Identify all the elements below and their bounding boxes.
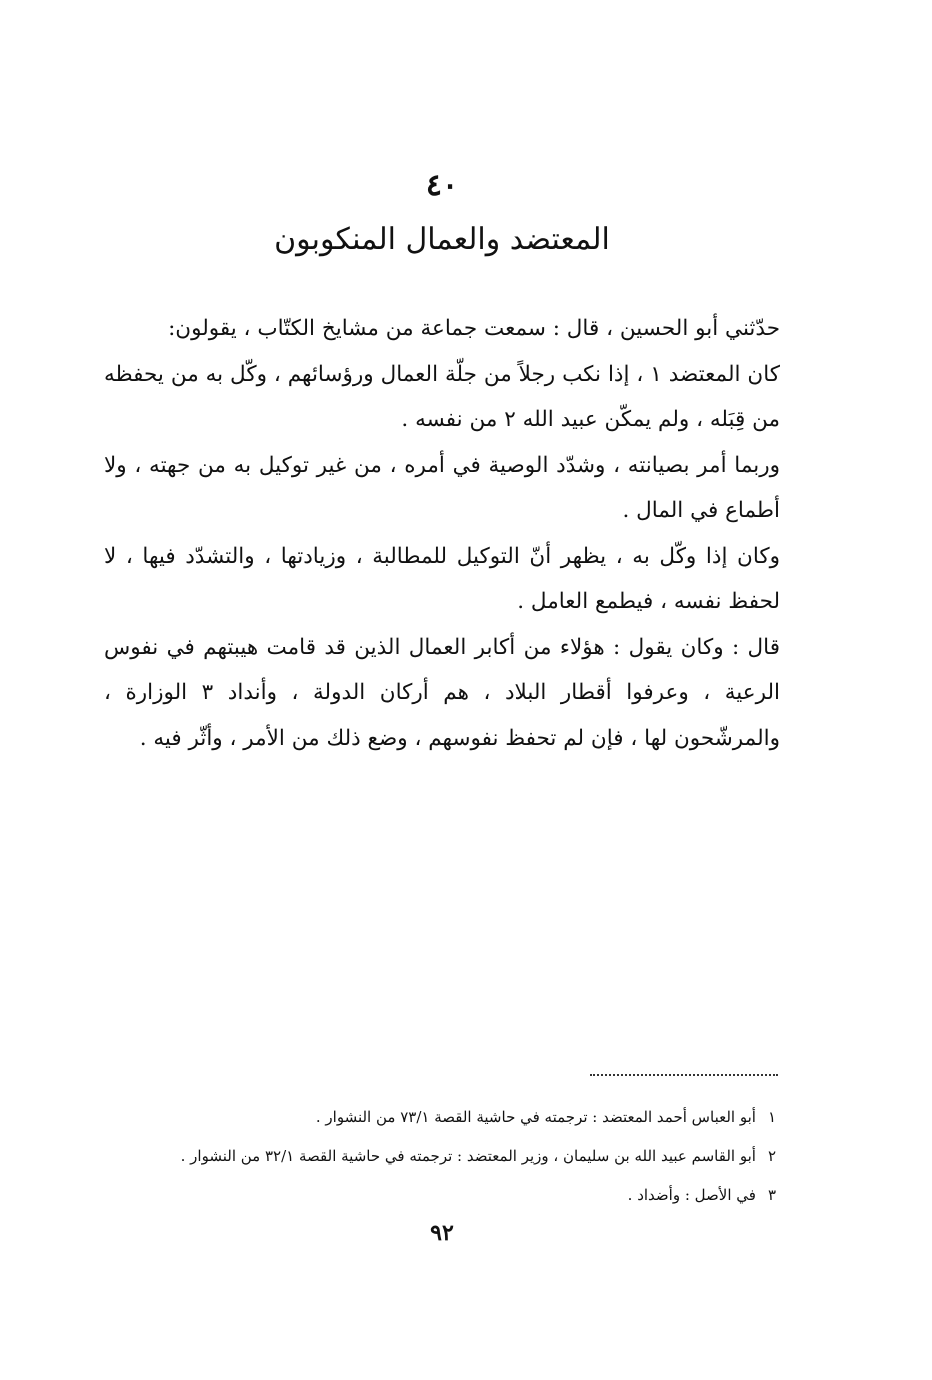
paragraph: قال : وكان يقول : هؤلاء من أكابر العمال الذين قد قامت هيبتهم في نفوس الرعية ، وعرفوا أقطار البلاد ، هم أركان الدولة ، وأنداد ٣ الوزارة ، والمرشّحون لها ، فإن لم تحفظ نفوسهم ، وضع ذلك من الأمر ، وأثّر فيه . <box>104 634 780 751</box>
footnote-number: ١ <box>767 1108 776 1126</box>
footnote-number: ٢ <box>767 1147 776 1165</box>
footnote <box>100 1098 776 1137</box>
body-text <box>104 306 780 761</box>
footnote <box>100 1176 776 1215</box>
paragraph: وربما أمر بصيانته ، وشدّد الوصية في أمره ، من غير توكيل به من جهته ، ولا أطماع في المال . <box>104 452 780 523</box>
paragraph: وكان إذا وكّل به ، يظهر أنّ التوكيل للمطالبة ، وزيادتها ، والتشدّد فيها ، لا لحفظ نفسه ، فيطمع العامل . <box>104 543 780 614</box>
footnote-text: أبو العباس أحمد المعتضد : ترجمته في حاشية القصة ٧٣/١ من النشوار . <box>315 1108 756 1126</box>
footnote-separator <box>590 1074 778 1076</box>
footnote <box>100 1137 776 1176</box>
footnote-text: أبو القاسم عبيد الله بن سليمان ، وزير المعتضد : ترجمته في حاشية القصة ٣٢/١ من النشوار . <box>180 1147 756 1165</box>
paragraph: كان المعتضد ١ ، إذا نكب رجلاً من جلّة العمال ورؤسائهم ، وكّل به من يحفظه من قِبَله ، ولم يمكّن عبيد الله ٢ من نفسه . <box>104 361 780 432</box>
footnote-number: ٣ <box>767 1186 776 1204</box>
chapter-title: المعتضد والعمال المنكوبون <box>274 222 610 257</box>
footnotes <box>100 1098 776 1215</box>
paragraph: حدّثني أبو الحسين ، قال : سمعت جماعة من مشايخ الكتّاب ، يقولون: <box>168 316 780 341</box>
page-number: ٩٢ <box>430 1220 454 1246</box>
footnote-text: في الأصل : وأضداد . <box>627 1186 756 1204</box>
chapter-number: ٤٠ <box>425 168 459 203</box>
